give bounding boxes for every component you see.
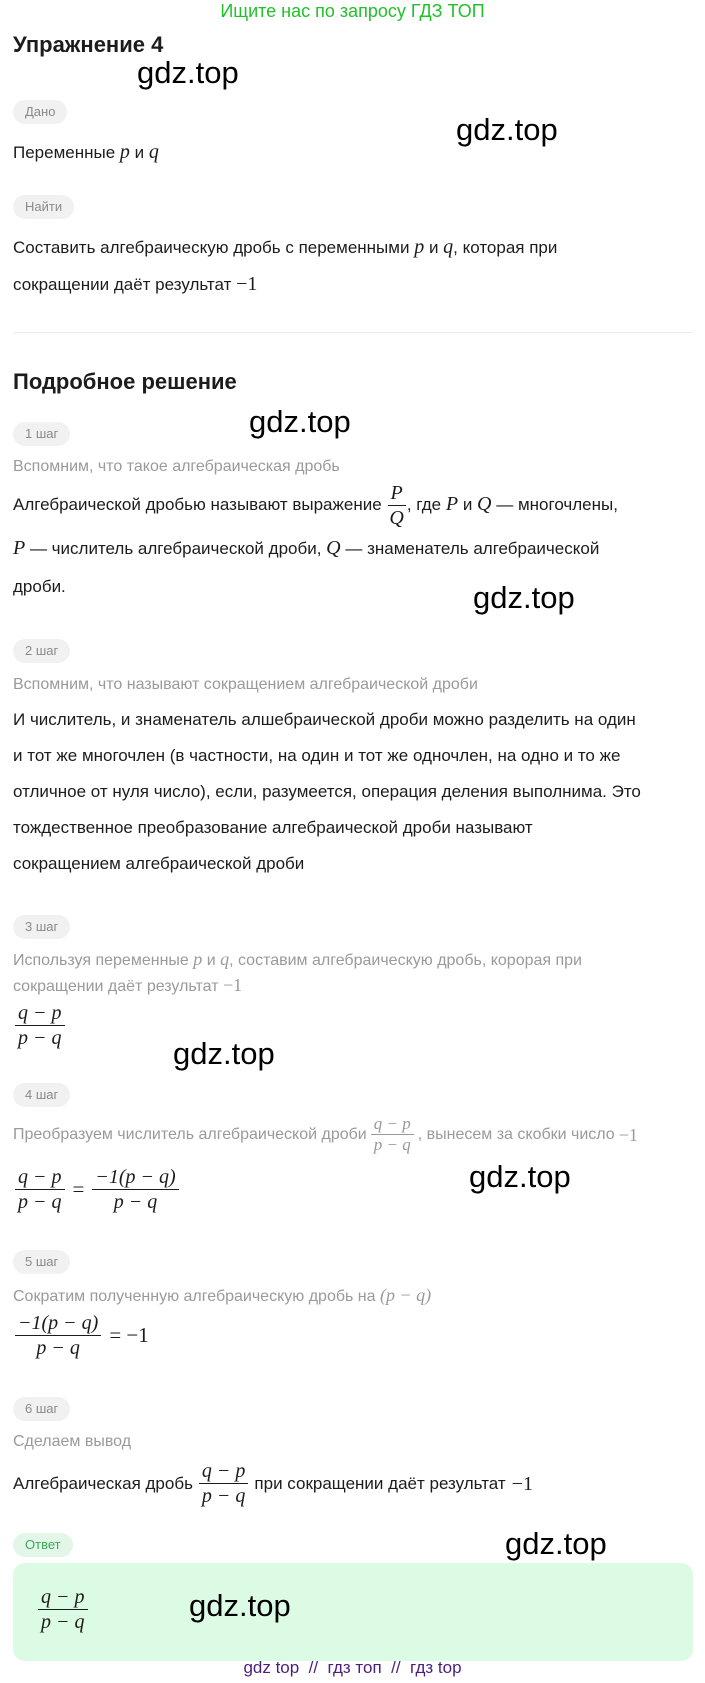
and-word: и [134, 143, 145, 162]
watermark: gdz.top [249, 404, 351, 439]
step-6-text: Алгебраическая дробь $\frac{q - p}{p - q}$ при сокращении даёт результат −1 [13, 1460, 533, 1507]
step-3-pill: 3 шаг [13, 915, 70, 939]
find-text: Составить алгебраическую дробь с переменными p и q, которая при сокращении даёт результат −1 [13, 236, 558, 295]
step-3-fraction: $\frac{q - p}{p - q}$ [15, 1002, 65, 1049]
step-4-hint: Преобразуем числитель алгебраической дроби $\frac{q - p}{p - q}$ , вынесем за скобки число −1 [13, 1114, 638, 1154]
watermark: gdz.top [469, 1159, 571, 1194]
find-pill: Найти [13, 195, 74, 219]
given-pill: Дано [13, 100, 67, 124]
watermark: gdz.top [189, 1588, 291, 1623]
step-4-pill: 4 шаг [13, 1083, 70, 1107]
watermark: gdz.top [137, 55, 239, 90]
given-label: Переменные [13, 143, 116, 162]
answer-box [13, 1563, 693, 1661]
solution-title: Подробное решение [13, 369, 237, 394]
var-q: q [148, 141, 159, 163]
result-value: −1 [236, 273, 258, 295]
step-5-equation: $\frac{-1(p - q)}{p - q}$ = −1 [15, 1312, 149, 1359]
step-2-hint: Вспомним, что называют сокращением алгебраической дроби [13, 676, 478, 693]
step-5-pill: 5 шаг [13, 1250, 70, 1274]
var-p: p [119, 141, 130, 163]
step-1-pill: 1 шаг [13, 422, 70, 446]
step-2-text: И числитель, и знаменатель алшебраической дроби можно разделить на один и тот же многочлен (в частности, на один и тот же одночлен, на одно и то же отличное от нуля число), если, разумеется, операция деления выполнима. Это тождественное преобразование алгебраической дроби называют сокращением алгебраической дроби [13, 710, 641, 873]
step-6-hint: Сделаем вывод [13, 1433, 132, 1450]
var-q: q [443, 236, 454, 258]
given-text [13, 134, 693, 171]
answer-pill: Ответ [13, 1533, 73, 1557]
answer-fraction: $\frac{q - p}{p - q}$ [38, 1586, 88, 1633]
step-5-hint: Сократим полученную алгебраическую дробь на (p − q) [13, 1285, 432, 1305]
watermark: gdz.top [505, 1526, 607, 1561]
step-2-pill: 2 шаг [13, 639, 70, 663]
divider [13, 332, 693, 333]
step-4-equation: $\frac{q - p}{p - q}$ = $\frac{-1(p - q)}{p - q}$ [15, 1166, 179, 1213]
watermark: gdz.top [473, 580, 575, 615]
footer-links[interactable]: gdz top // гдз топ // гдз top [243, 1658, 462, 1677]
watermark: gdz.top [456, 112, 558, 147]
page-title: Упражнение 4 [13, 32, 164, 57]
var-p: p [414, 236, 425, 258]
step-6-pill: 6 шаг [13, 1397, 70, 1421]
step-1-text: Алгебраической дробью называют выражение $\frac{P}{Q}$ , где P и Q — многочлены, P — числитель алгебраической дроби, Q — знаменатель алгебраической дроби. [13, 482, 618, 596]
fraction-p-over-q: $\frac{P}{Q}$ [389, 482, 404, 529]
step-1-hint: Вспомним, что такое алгебраическая дробь [13, 458, 340, 475]
step-3-hint: Используя переменные p и q, составим алгебраическую дробь, корорая при сокращении даёт результат −1 [13, 949, 582, 995]
watermark: gdz.top [173, 1036, 275, 1071]
search-banner: Ищите нас по запросу ГДЗ ТОП [220, 1, 485, 21]
